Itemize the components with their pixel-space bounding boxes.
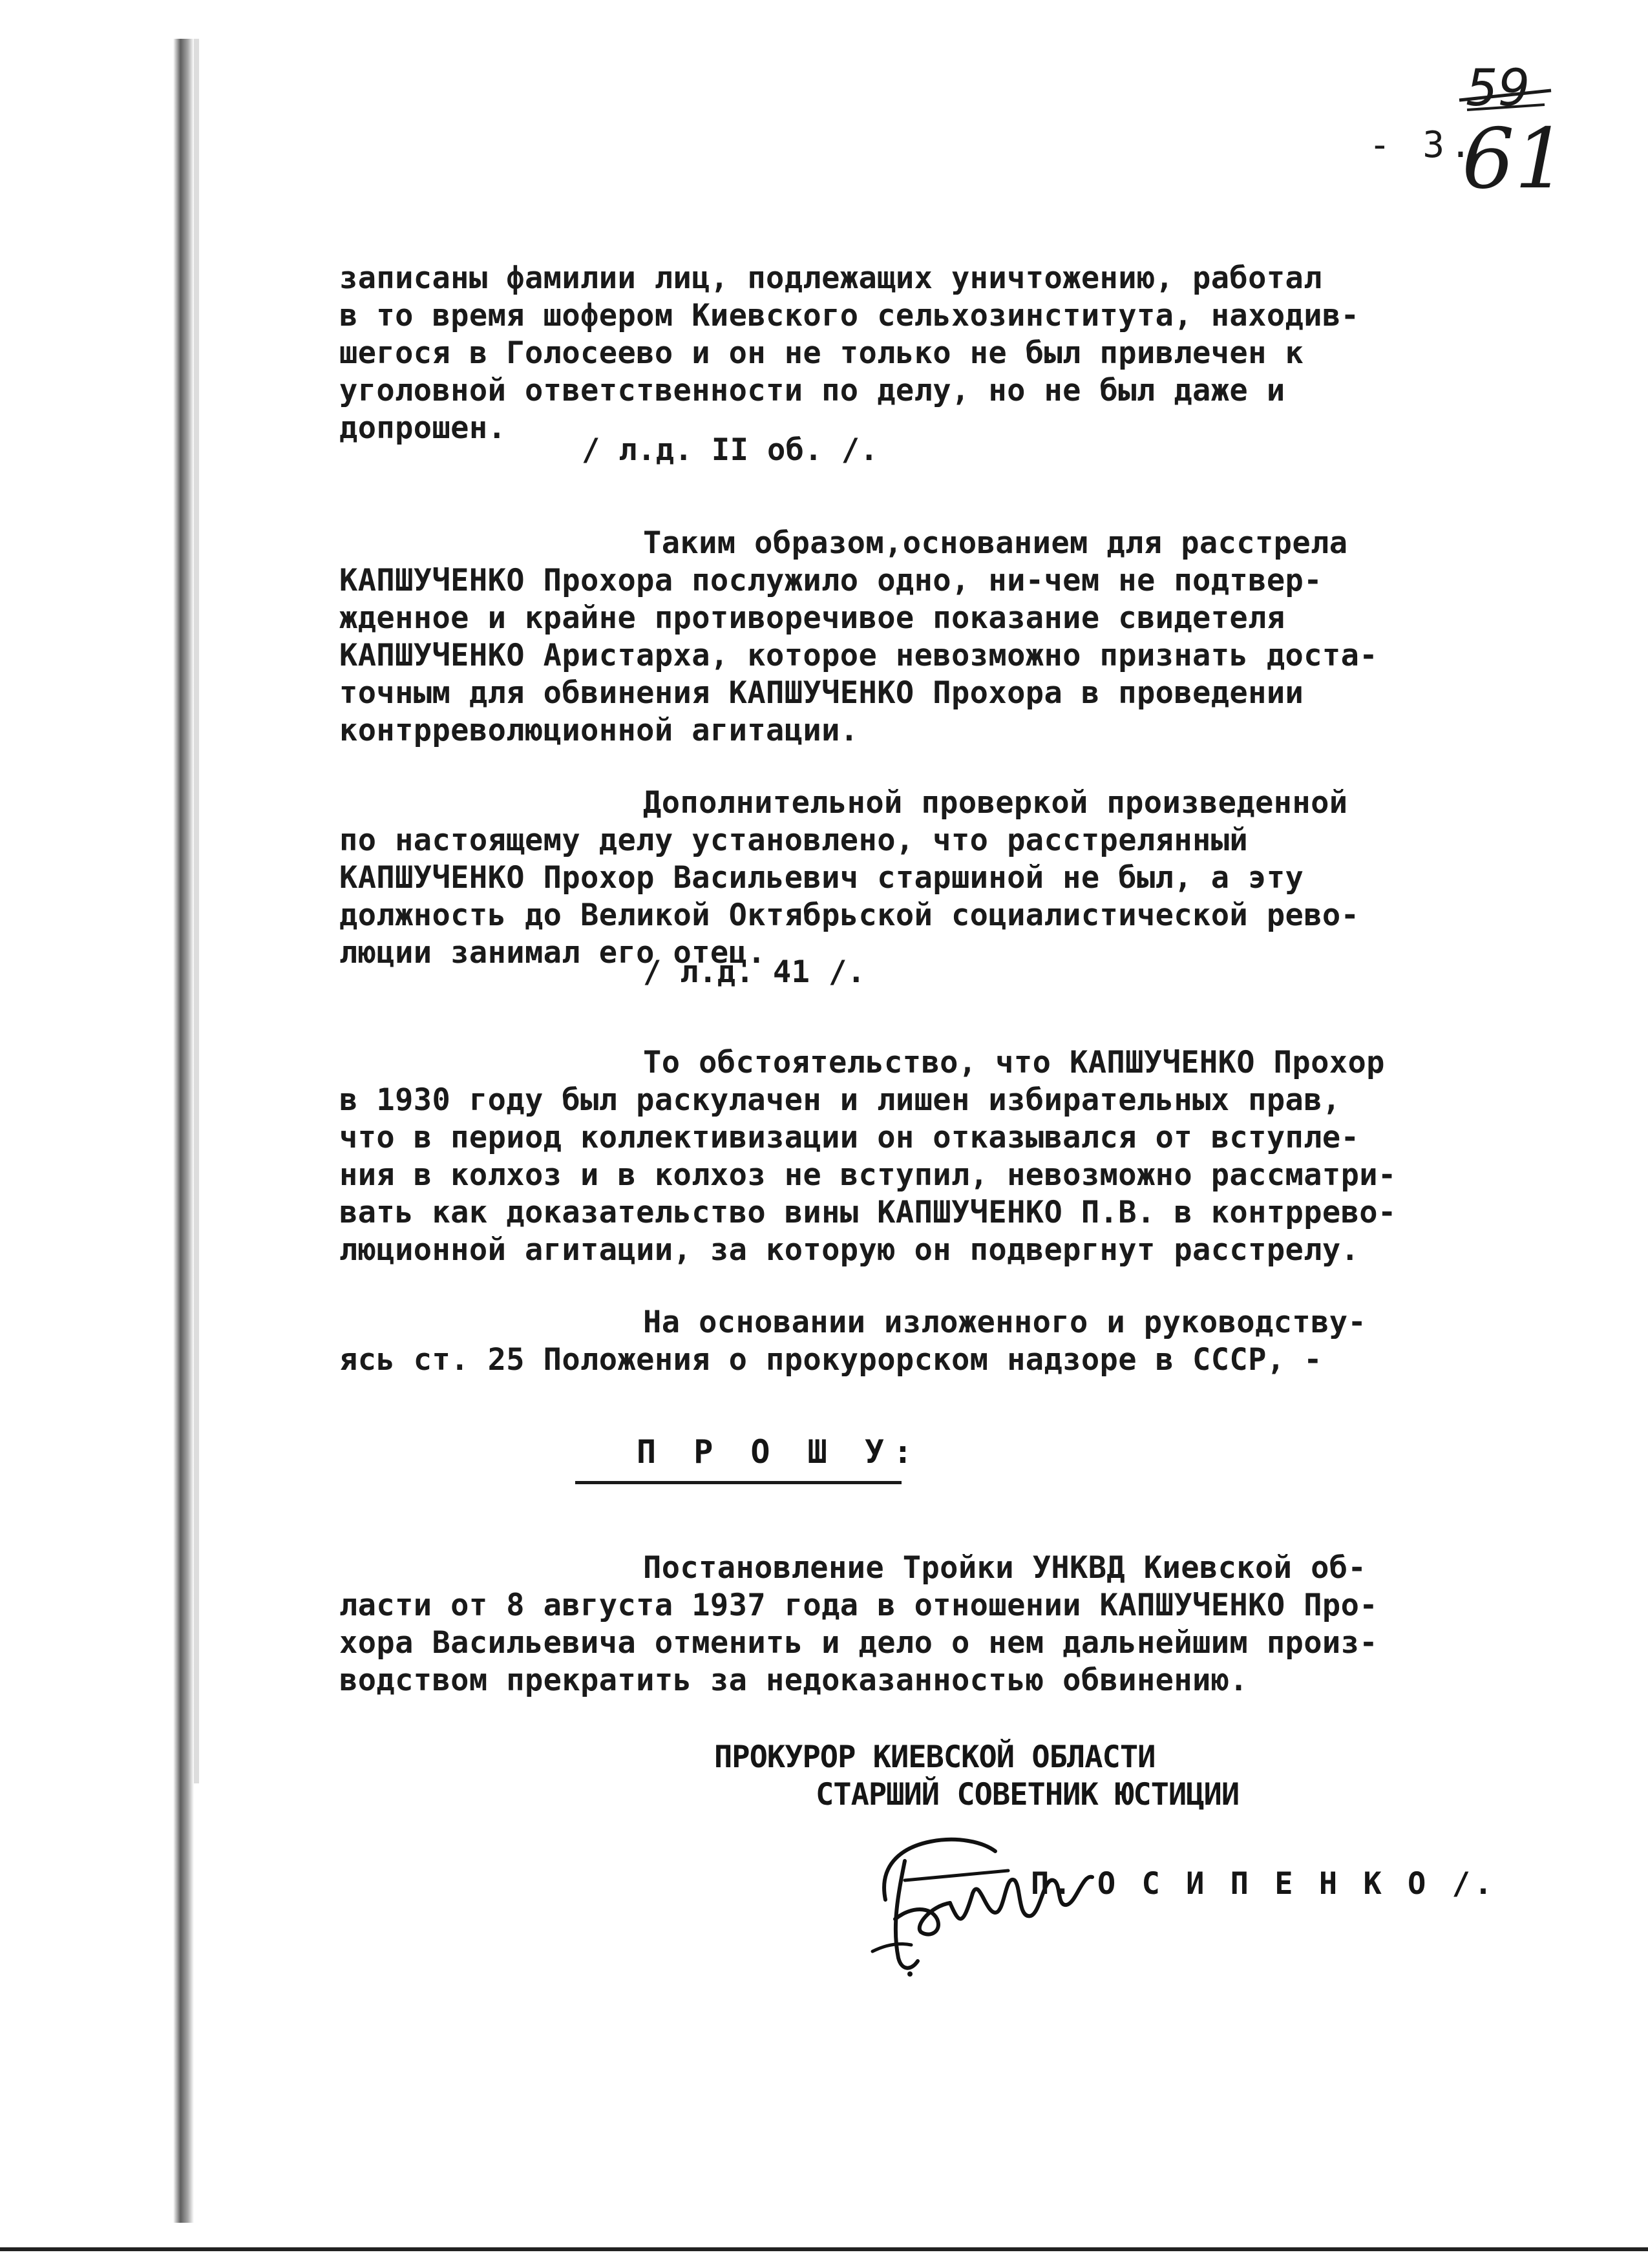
archive-number-current — [1462, 111, 1567, 207]
scan-binding-shadow-inner — [194, 39, 199, 1783]
p2-line-2: КАПШУЧЕНКО Прохора послужило одно, ни-чем не подтвер- — [339, 563, 1322, 598]
p3-line-2: по настоящему делу установлено, что расстрелянный — [339, 823, 1249, 858]
signatory-name: П. О С И П Е Н К О /. — [1031, 1866, 1497, 1902]
p2-line-4: КАПШУЧЕНКО Аристарха, которое невозможно признать доста- — [339, 638, 1378, 673]
p2-line-6: контрреволюционной агитации. — [339, 713, 859, 748]
signatory-title-1: ПРОКУРОР КИЕВСКОЙ ОБЛАСТИ — [714, 1739, 1156, 1775]
p3-line-1: Дополнительной проверкой произведенной — [643, 785, 1348, 821]
p5-line-2: ясь ст. 25 Положения о прокурорском надзоре в СССР, - — [339, 1342, 1322, 1378]
p4-line-1: То обстоятельство, что КАПШУЧЕНКО Прохор — [643, 1045, 1385, 1080]
p6-line-4: водством прекратить за недоказанностью обвинению. — [339, 1663, 1249, 1698]
p2-line-3: жденное и крайне противоречивое показание свидетеля — [339, 600, 1285, 636]
p1-reference: / л.д. II об. /. — [582, 432, 879, 468]
p3-line-3: КАПШУЧЕНКО Прохор Васильевич старшиной не был, а эту — [339, 860, 1304, 896]
request-heading: П Р О Ш У: — [637, 1433, 922, 1471]
p4-line-6: люционной агитации, за которую он подвергнут расстрелу. — [339, 1232, 1360, 1268]
scan-binding-shadow — [173, 39, 194, 2223]
p4-line-4: ния в колхоз и в колхоз не вступил, невозможно рассматри- — [339, 1157, 1397, 1193]
p1-line-2: в то время шофером Киевского сельхозинститута, находив- — [339, 298, 1360, 333]
p6-line-1: Постановление Тройки УНКВД Киевской об- — [643, 1550, 1367, 1586]
p3-line-5: люции занимал его отец. — [339, 935, 766, 971]
p1-line-4: уголовной ответственности по делу, но не был даже и — [339, 373, 1285, 408]
p3-reference: / л.д. 41 /. — [643, 954, 866, 990]
p5-line-1: На основании изложенного и руководству- — [643, 1305, 1367, 1340]
p1-line-3: шегося в Голосеево и он не только не был привлечен к — [339, 335, 1304, 371]
p2-line-1: Таким образом,основанием для расстрела — [643, 525, 1348, 561]
archive-number-struck-text: 59 — [1466, 59, 1530, 118]
scan-bottom-edge — [0, 2247, 1648, 2251]
p4-line-5: вать как доказательство вины КАПШУЧЕНКО П.В. в контррево- — [339, 1195, 1397, 1230]
heading-underline — [575, 1481, 902, 1484]
p4-line-2: в 1930 году был раскулачен и лишен избирательных прав, — [339, 1082, 1341, 1118]
p3-line-4: должность до Великой Октябрьской социалистической рево- — [339, 898, 1360, 933]
p6-line-2: ласти от 8 августа 1937 года в отношении КАПШУЧЕНКО Про- — [339, 1588, 1378, 1623]
archive-number-current-text: 61 — [1462, 111, 1567, 207]
p4-line-3: что в период коллективизации он отказывался от вступле- — [339, 1120, 1360, 1155]
p1-line-1: записаны фамилии лиц, подлежащих уничтожению, работал — [339, 260, 1322, 296]
p6-line-3: хора Васильевича отменить и дело о нем дальнейшим произ- — [339, 1625, 1378, 1661]
signatory-title-2: СТАРШИЙ СОВЕТНИК ЮСТИЦИИ — [816, 1777, 1240, 1812]
strike-mark — [1454, 71, 1558, 116]
p1-line-5: допрошен. — [339, 410, 507, 446]
p2-line-5: точным для обвинения КАПШУЧЕНКО Прохора в проведении — [339, 675, 1304, 711]
page-number: - 3. — [1369, 124, 1477, 166]
